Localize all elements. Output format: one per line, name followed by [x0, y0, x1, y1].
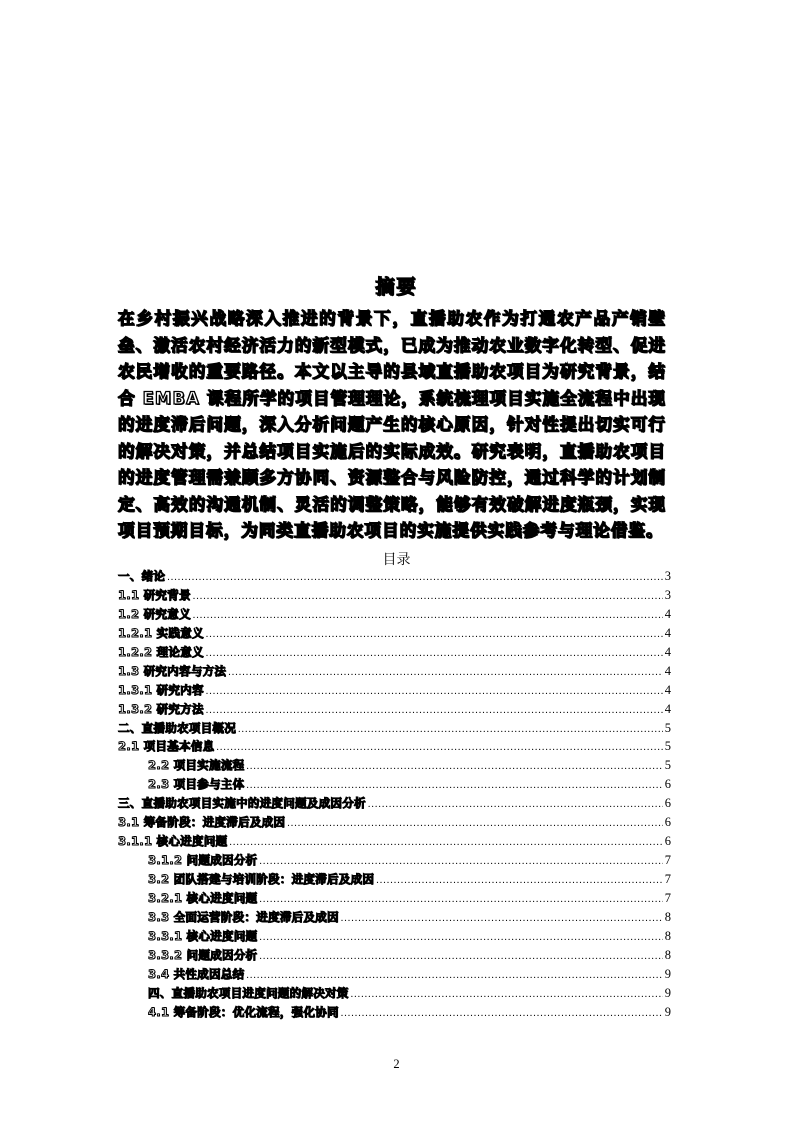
toc-entry-page: 5: [664, 720, 671, 735]
toc-entry-title: 3.2.1 核心进度问题: [148, 890, 258, 905]
toc-entry[interactable]: [118, 663, 671, 682]
toc-entry-page: 9: [664, 985, 671, 1000]
toc-entry[interactable]: [118, 871, 671, 890]
toc-entry-title: 四、直播助农项目进度问题的解决对策: [148, 985, 349, 1000]
toc-leader-dots: [206, 648, 663, 659]
toc-entry-page: 6: [664, 815, 671, 830]
toc-leader-dots: [259, 951, 662, 962]
abstract-body: 在乡村振兴战略深入推进的背景下，直播助农作为打通农产品产销壁垒、激活农村经济活力的新型模式，已成为推动农业数字化转型、促进农民增收的重要路径。本文以主导的县域直播助农项目为研究背景，结合 EMBA 课程所学的项目管理理论，系统梳理项目实施全流程中出现的进度滞后问题，深入分析问题产生的核心原因，针对性提出切实可行的解决对策，并总结项目实施后的实际成效。研究表明，直播助农项目的进度管理需兼顾多方协同、资源整合与风险防控，通过科学的计划制定、高效的沟通机制、灵活的调整策略，能够有效破解进度瓶颈，实现项目预期目标，为同类直播助农项目的实施提供实践参考与理论借鉴。: [118, 309, 666, 540]
toc-entry[interactable]: [118, 947, 671, 966]
toc-entry[interactable]: [118, 682, 671, 701]
toc-entry-title: 2.2 项目实施流程: [148, 758, 245, 773]
toc-leader-dots: [193, 610, 663, 621]
toc-entry-title: 3.4 共性成因总结: [148, 966, 245, 981]
toc-entry[interactable]: [118, 852, 671, 871]
toc-leader-dots: [228, 667, 663, 678]
toc-entry-title: 3.1 筹备阶段：进度滞后及成因: [118, 815, 286, 830]
toc-leader-dots: [259, 932, 662, 943]
toc-entry[interactable]: [118, 625, 671, 644]
toc-leader-dots: [206, 686, 663, 697]
toc-entry-title: 4.1 筹备阶段：优化流程，强化协同: [148, 1004, 339, 1019]
toc-entry[interactable]: [118, 795, 671, 814]
toc-entry-page: 4: [664, 606, 671, 621]
toc-entry-title: 1.3.2 研究方法: [118, 701, 204, 716]
toc-entry[interactable]: [118, 909, 671, 928]
toc-leader-dots: [259, 894, 662, 905]
toc-leader-dots: [238, 724, 663, 735]
toc-entry-page: 4: [664, 625, 671, 640]
toc-entry[interactable]: [118, 833, 671, 852]
toc-entry-title: 1.1 研究背景: [118, 587, 191, 602]
toc-entry-title: 二、直播助农项目概况: [118, 720, 236, 735]
toc-entry-title: 1.2.2 理论意义: [118, 644, 204, 659]
toc-leader-dots: [341, 1008, 663, 1019]
toc-entry[interactable]: [118, 606, 671, 625]
abstract-title: 摘要: [375, 276, 418, 298]
toc-leader-dots: [206, 705, 663, 716]
toc-entry-title: 一、绪论: [118, 569, 166, 583]
toc-entry-title: 3.3 全面运营阶段：进度滞后及成因: [148, 909, 339, 924]
toc-entry[interactable]: [118, 776, 671, 795]
toc-leader-dots: [341, 913, 663, 924]
toc-leader-dots: [287, 818, 663, 829]
toc-leader-dots: [368, 799, 663, 810]
toc-leader-dots: [167, 572, 663, 583]
table-of-contents: [118, 568, 671, 1023]
toc-entry-page: 4: [664, 663, 671, 678]
toc-entry-title: 1.2.1 实践意义: [118, 625, 204, 640]
toc-entry[interactable]: [118, 890, 671, 909]
toc-title: 目录: [382, 553, 411, 568]
toc-entry-page: 6: [664, 796, 671, 811]
toc-entry[interactable]: [118, 644, 671, 663]
toc-entry-title: 2.3 项目参与主体: [148, 777, 245, 792]
toc-leader-dots: [351, 989, 663, 1000]
toc-entry-page: 3: [664, 587, 671, 602]
toc-entry-title: 3.3.1 核心进度问题: [148, 928, 258, 943]
toc-entry-title: 1.3.1 研究内容: [118, 682, 204, 697]
toc-entry-title: 3.1.2 问题成因分析: [148, 853, 258, 868]
toc-entry-page: 8: [664, 928, 671, 943]
toc-entry-title: 2.1 项目基本信息: [118, 739, 215, 754]
page-number: 2: [393, 1057, 400, 1071]
toc-entry-page: 7: [664, 853, 671, 868]
toc-entry-page: 4: [664, 682, 671, 697]
toc-entry-page: 9: [664, 966, 671, 981]
toc-leader-dots: [246, 970, 662, 981]
toc-entry[interactable]: [118, 568, 671, 587]
toc-entry-page: 4: [664, 644, 671, 659]
toc-leader-dots: [193, 591, 663, 602]
toc-entry-page: 5: [664, 739, 671, 754]
toc-entry-page: 5: [664, 758, 671, 773]
toc-leader-dots: [259, 856, 662, 867]
toc-entry-title: 3.1.1 核心进度问题: [118, 834, 228, 849]
toc-entry[interactable]: [118, 738, 671, 757]
toc-entry-title: 1.2 研究意义: [118, 606, 191, 621]
toc-leader-dots: [376, 875, 663, 886]
toc-entry-page: 6: [664, 834, 671, 849]
toc-entry[interactable]: [118, 720, 671, 739]
toc-entry-title: 3.3.2 问题成因分析: [148, 947, 258, 962]
toc-entry[interactable]: [118, 701, 671, 720]
toc-entry-page: 7: [664, 890, 671, 905]
toc-entry-page: 4: [664, 701, 671, 716]
toc-leader-dots: [216, 742, 662, 753]
toc-entry[interactable]: [118, 814, 671, 833]
toc-entry-title: 3.2 团队搭建与培训阶段：进度滞后及成因: [148, 872, 375, 886]
toc-entry-title: 1.3 研究内容与方法: [118, 663, 227, 678]
toc-entry-page: 6: [664, 777, 671, 792]
toc-entry-page: 8: [664, 947, 671, 962]
toc-entry[interactable]: [118, 928, 671, 947]
toc-entry-page: 8: [664, 909, 671, 924]
toc-entry-page: 3: [664, 569, 671, 583]
toc-leader-dots: [246, 780, 662, 791]
toc-entry-page: 7: [664, 872, 671, 886]
toc-entry[interactable]: [118, 985, 671, 1004]
toc-entry[interactable]: [118, 587, 671, 606]
toc-leader-dots: [246, 761, 662, 772]
toc-entry[interactable]: [118, 966, 671, 985]
toc-entry-page: 9: [664, 1004, 671, 1019]
toc-entry[interactable]: [118, 757, 671, 776]
toc-leader-dots: [206, 629, 663, 640]
toc-entry[interactable]: [118, 1004, 671, 1023]
toc-entry-title: 三、直播助农项目实施中的进度问题及成因分析: [118, 796, 366, 811]
toc-leader-dots: [229, 837, 662, 848]
